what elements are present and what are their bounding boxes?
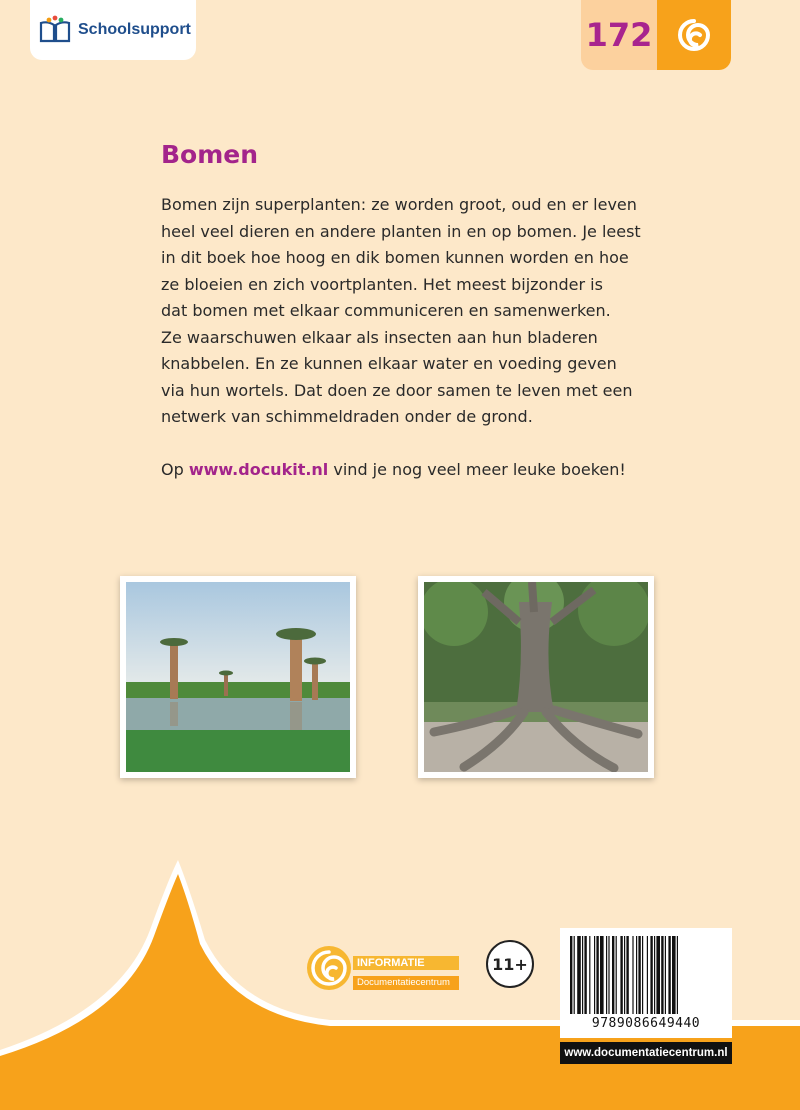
barcode-bar [570,936,572,1014]
page-title: Bomen [161,140,259,169]
barcode-bar [647,936,648,1014]
barcode-bar [600,936,604,1014]
spiral-icon [674,15,714,55]
informatie-label: INFORMATIE [353,956,459,970]
barcode-bar [608,936,609,1014]
barcode-bar [638,936,640,1014]
barcode-bar [582,936,583,1014]
paragraph-line: via hun wortels. Dat doen ze door samen te leven met een [161,380,633,400]
paragraph-line: in dit boek hoe hoog en dik bomen kunnen worden en hoe [161,248,629,267]
barcode-icon [570,936,722,1014]
barcode-bar [626,936,628,1014]
docukit-link[interactable]: www.docukit.nl [188,460,329,479]
barcode-bar [642,936,643,1014]
barcode-bar [589,936,590,1014]
barcode-bar [596,936,598,1014]
barcode-bar [654,936,655,1014]
large-tree-roots-photo [424,582,648,772]
barcode-bar [620,936,622,1014]
website-line [161,457,661,483]
barcode-bar [584,936,586,1014]
barcode-bar [650,936,652,1014]
barcode-bar [636,936,637,1014]
link-prefix: Op [161,460,189,479]
publisher-name: Schoolsupport [78,21,191,38]
paragraph-line: heel veel dieren en andere planten in en op bomen. Je leest [161,221,641,241]
baobab-photo [120,576,356,778]
barcode-bar [606,936,607,1014]
barcode-bar [677,936,678,1014]
website-url[interactable]: www.documentatiecentrum.nl [560,1042,732,1064]
open-book-logo-icon [38,15,72,45]
barcode-bar [612,936,614,1014]
barcode-bar [668,936,670,1014]
barcode-bar [665,936,666,1014]
paragraph-line: Bomen zijn superplanten: ze worden groot, oud en er leven [161,195,637,214]
tree-roots-photo [418,576,654,778]
publisher-tab [30,0,196,60]
series-spiral [657,0,731,70]
barcode-bar [574,936,575,1014]
isbn-number: 9789086649440 [591,1016,701,1031]
paragraph-line: ze bloeien en zich voortplanten. Het meest bijzonder is [161,274,603,294]
barcode-bar [632,936,633,1014]
age-badge: 11+ [486,940,534,988]
paragraph-line: netwerk van schimmeldraden onder de grond. [161,407,533,426]
series-number-tab [581,0,731,70]
paragraph-line: dat bomen met elkaar communiceren en samenwerken. [161,301,611,320]
paragraph-line: Ze waarschuwen elkaar als insecten aan hun bladeren [161,327,598,347]
link-suffix: vind je nog veel meer leuke boeken! [328,460,626,479]
barcode-bar [594,936,595,1014]
paragraph-line: knabbelen. En ze kunnen elkaar water en voeding geven [161,354,617,373]
barcode-bar [616,936,617,1014]
barcode-bar [661,936,663,1014]
barcode-bar [577,936,581,1014]
barcode-bar [672,936,676,1014]
barcode-bar [656,936,660,1014]
barcode-bar [624,936,625,1014]
description-paragraph [161,192,641,431]
baobab-landscape-photo [126,582,350,772]
documentatiecentrum-label: Documentatiecentrum [353,976,459,990]
series-number: 172 [581,0,657,70]
